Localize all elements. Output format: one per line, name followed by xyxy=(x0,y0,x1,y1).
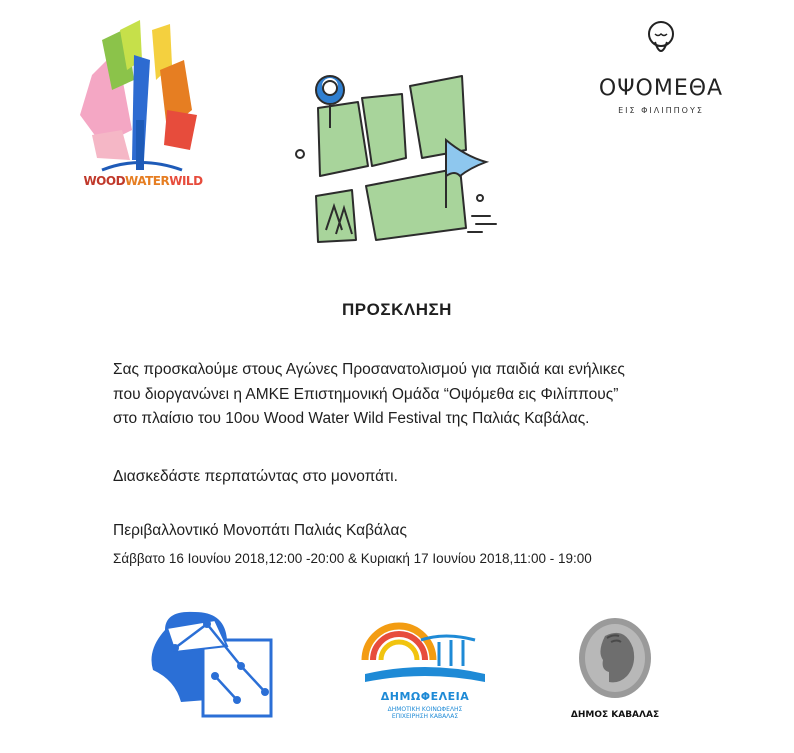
event-dates: Σάββατο 16 Ιουνίου 2018,12:00 -20:00 & Κυριακή 17 Ιουνίου 2018,11:00 - 19:00 xyxy=(113,551,592,566)
invitation-paragraph xyxy=(113,358,733,432)
orienteering-head-map-icon xyxy=(145,610,275,722)
arc-colonnade-icon xyxy=(355,610,495,690)
dimofeleia-subtitle xyxy=(355,706,495,720)
opsometha-logo xyxy=(586,18,736,118)
paragraph-line: στο πλαίσιο του 10ου Wood Water Wild Festival της Παλιάς Καβάλας. xyxy=(113,410,590,427)
wood-word: WOOD xyxy=(83,174,126,188)
face-icon xyxy=(641,20,681,64)
fun-line: Διασκεδάστε περπατώντας στο μονοπάτι. xyxy=(113,468,398,485)
tree-icon xyxy=(72,20,212,180)
water-word: WATER xyxy=(125,174,170,188)
wild-word: WILD xyxy=(169,174,203,188)
coin-head-icon xyxy=(575,612,655,702)
wood-water-wild-logo xyxy=(72,20,212,200)
paragraph-line: που διοργανώνει η ΑΜΚΕ Επιστημονική Ομάδα “Οψόμεθα εις Φιλίππους” xyxy=(113,385,619,403)
dimofeleia-name: ΔΗΜΩΦΕΛΕΙΑ xyxy=(380,690,470,703)
map-pin-flag-icon xyxy=(290,58,510,254)
opsometha-name: ΟΨΟΜΕΘΑ xyxy=(598,76,724,101)
paragraph-line: Σας προσκαλούμε στους Αγώνες Προσανατολισμού για παιδιά και ενήλικες xyxy=(113,361,625,378)
dimofeleia-subtitle-line: ΔΗΜΟΤΙΚΗ ΚΟΙΝΩΦΕΛΗΣ xyxy=(387,706,463,713)
wood-water-wild-wordmark xyxy=(76,174,210,188)
dimofeleia-subtitle-line: ΕΠΙΧΕΙΡΗΣΗ ΚΑΒΑΛΑΣ xyxy=(391,713,459,720)
opsometha-subtitle: ΕΙΣ ΦΙΛΙΠΠΟΥΣ xyxy=(618,106,704,115)
dimofeleia-logo xyxy=(355,610,495,730)
kavala-municipality-logo xyxy=(560,610,670,730)
orienteering-logo xyxy=(145,610,275,722)
kavala-name: ΔΗΜΟΣ ΚΑΒΑΛΑΣ xyxy=(570,710,660,720)
invitation-title: ΠΡΟΣΚΛΗΣΗ xyxy=(342,300,452,319)
trail-name: Περιβαλλοντικό Μονοπάτι Παλιάς Καβάλας xyxy=(113,522,407,539)
map-illustration xyxy=(290,58,510,254)
